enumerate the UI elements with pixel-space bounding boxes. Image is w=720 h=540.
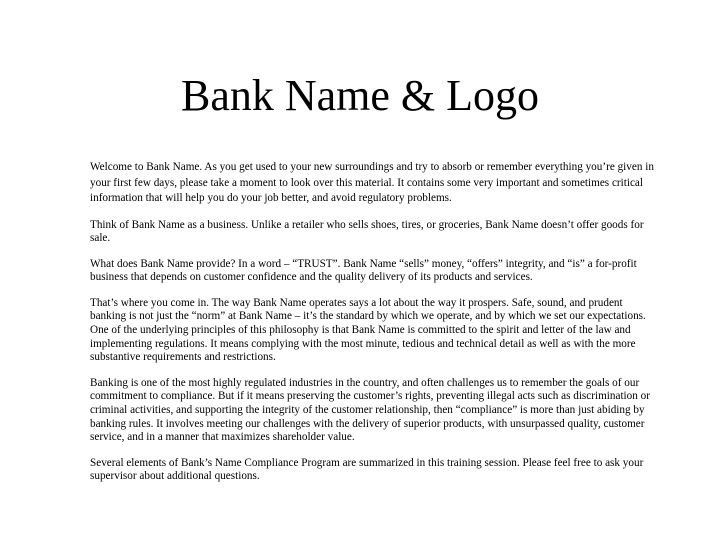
paragraph-regulation: Banking is one of the most highly regulated industries in the country, and often challenges us to remember the goals of our commitment to compliance. But if it means preserving the customer’s rights, preventing illegal acts such as discrimination or criminal activities, and supporting the integrity of the customer relationship, then “compliance” is more than just abiding by banking rules. It involves meeting our challenges with the delivery of superior products, with unsurpassed quality, customer service, and in a manner that maximizes shareholder value. <box>90 376 650 444</box>
slide-body <box>90 160 660 496</box>
paragraph-business: Think of Bank Name as a business. Unlike a retailer who sells shoes, tires, or groceries, Bank Name doesn’t offer goods for sale. <box>90 218 644 245</box>
paragraph-compliance-program: Several elements of Bank’s Name Compliance Program are summarized in this training session. Please feel free to ask your supervisor about additional questions. <box>90 456 644 483</box>
paragraph-trust: What does Bank Name provide? In a word – “TRUST”. Bank Name “sells” money, “offers” integrity, and “is” a for-profit business that depends on customer confidence and the quality delivery of its products and services. <box>90 257 637 284</box>
slide-title: Bank Name & Logo <box>180 71 540 120</box>
paragraph-operations: That’s where you come in. The way Bank Name operates says a lot about the way it prospers. Safe, sound, and prudent banking is not just the “norm” at Bank Name – it’s the standard by which we operate, and by which we set our expectations. One of the underlying principles of this philosophy is that Bank Name is committed to the spirit and letter of the law and implementing regulations. It means complying with the most minute, tedious and technical detail as well as with the more substantive requirements and restrictions. <box>90 296 646 364</box>
paragraph-welcome: Welcome to Bank Name. As you get used to your new surroundings and try to absorb or remember everything you’re given in your first few days, please take a moment to look over this material. It contains some very important and sometimes critical information that will help you do your job better, and avoid regulatory problems. <box>90 161 654 204</box>
